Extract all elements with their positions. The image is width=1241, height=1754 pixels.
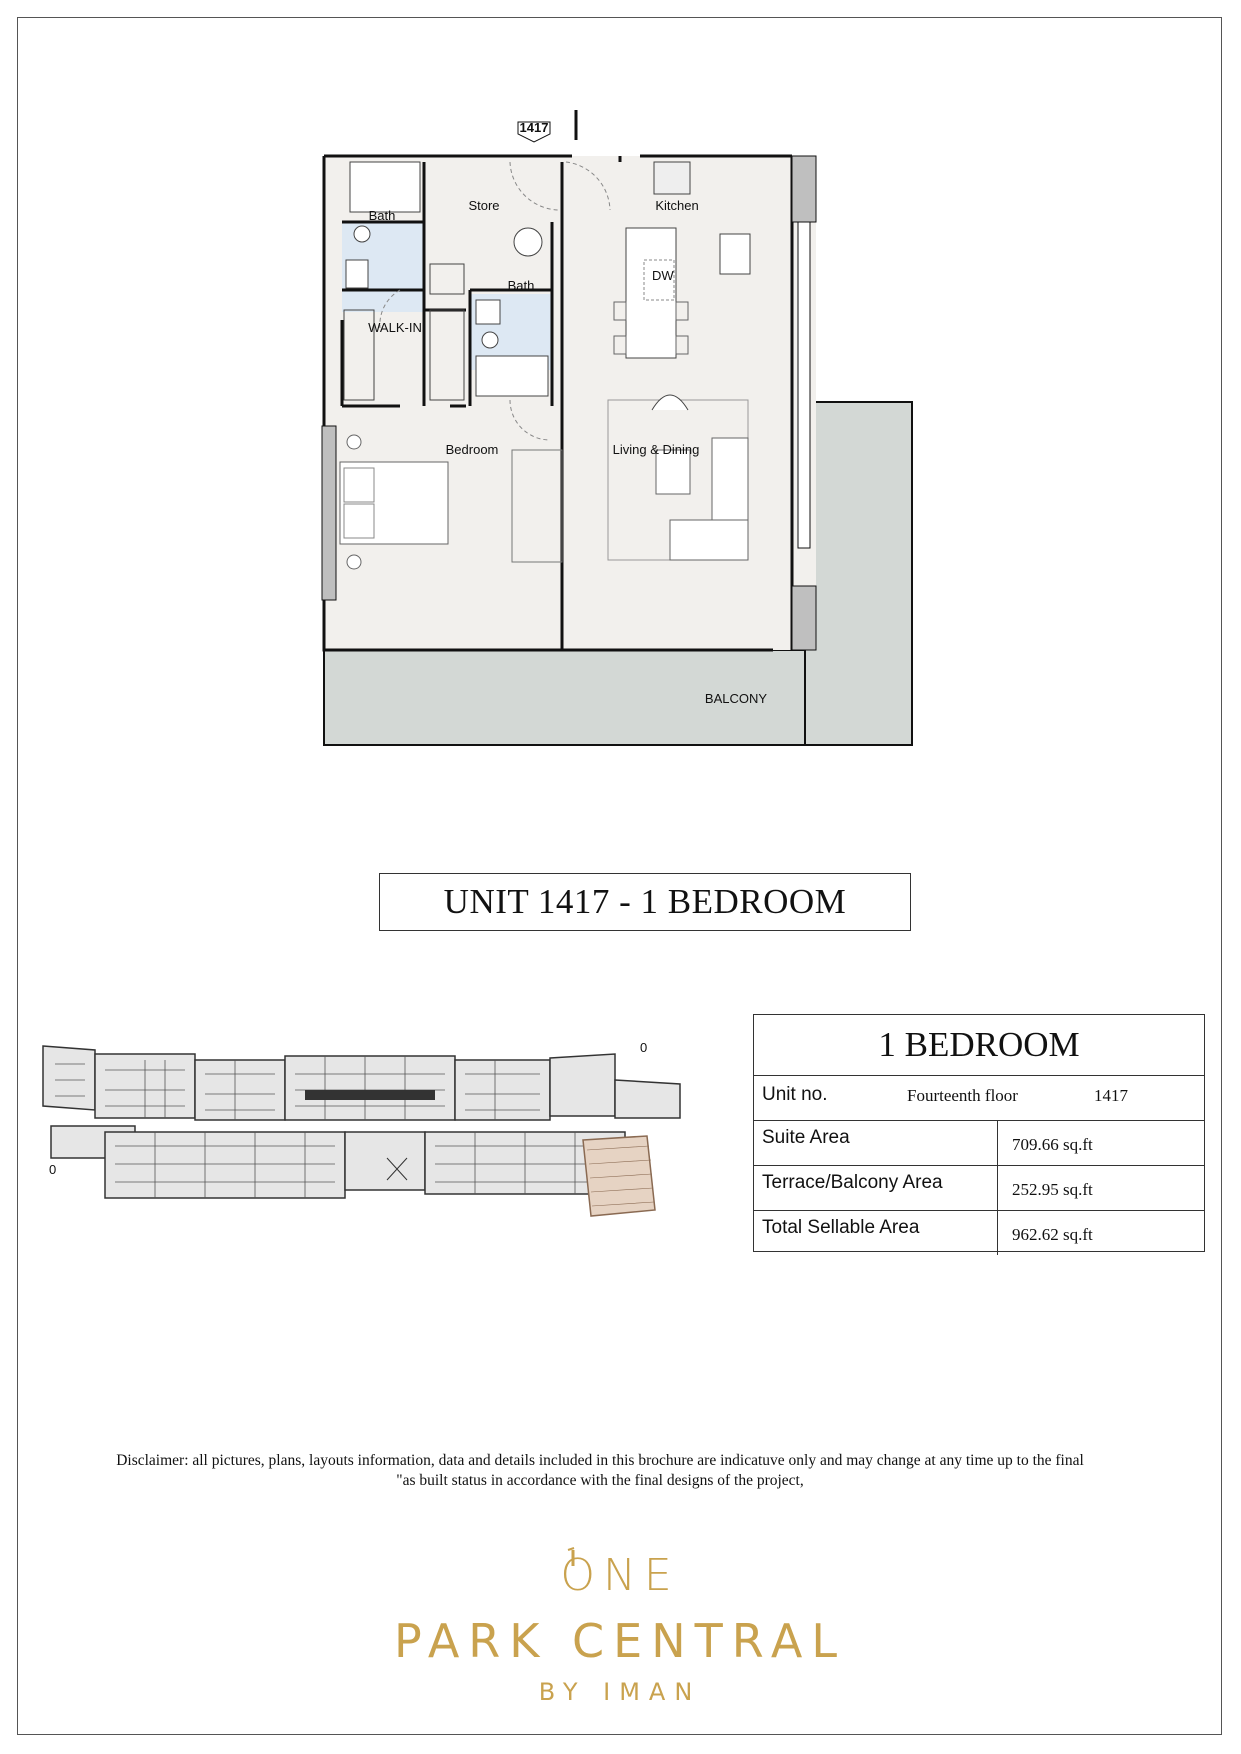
room-label-walk-in: WALK-IN [368,320,422,335]
store-appliance [514,228,542,256]
logo-line-1: ONE [560,1550,680,1601]
basin-2 [476,300,500,324]
kitchen-fridge [654,162,690,194]
floor-plan [300,110,940,760]
suite-area-value: 709.66 sq.ft [1012,1135,1093,1154]
bathtub-1 [350,162,420,212]
key-plan-drawing [35,1040,735,1230]
disclaimer-line-2: "as built status in accordance with the final designs of the project, [396,1472,804,1489]
room-label-balcony: BALCONY [704,691,768,706]
key-plan-marker-right: 0 [640,1040,648,1055]
key-plan-marker-left: 0 [49,1162,57,1177]
lamp [347,555,361,569]
unit-tag-label: 1417 [519,120,549,135]
key-plan [35,1040,735,1230]
disclaimer-line-1: Disclaimer: all pictures, plans, layouts information, data and details included in this brochure are indicatuve only and may change at any time up to the final [116,1452,1084,1469]
suite-area-label: Suite Area [754,1121,998,1165]
logo-line-2: PARK CENTRAL [394,1614,846,1668]
room-label-kitchen: Kitchen [655,198,699,213]
table-row [754,1121,1204,1166]
balcony-side [805,402,912,745]
floor-plan-drawing [300,110,940,760]
wc-1 [354,226,370,242]
table-row [754,1211,1204,1255]
floor-value: Fourteenth floor [907,1086,1018,1105]
wc-2 [482,332,498,348]
column-left [322,426,336,600]
spec-table [753,1014,1205,1252]
spec-heading: 1 BEDROOM [754,1015,1204,1076]
total-area-value: 962.62 sq.ft [1012,1225,1093,1244]
bed [340,462,448,544]
room-label-bedroom: Bedroom [445,442,499,457]
lamp [347,435,361,449]
total-area-label: Total Sellable Area [754,1211,998,1255]
logo [360,1530,880,1710]
balcony-area-value: 252.95 sq.ft [1012,1180,1093,1199]
unit-no-label: Unit no. [762,1084,828,1105]
logo-one-mark [540,1550,700,1605]
unit-title: UNIT 1417 - 1 BEDROOM [379,873,911,931]
unit-no-value: 1417 [1094,1086,1128,1105]
right-glazing [798,222,810,548]
hob [720,234,750,274]
column-bottom [792,586,816,650]
balcony-area-label: Terrace/Balcony Area [754,1166,998,1210]
unit-no-row [754,1076,1204,1121]
basin-1 [346,260,368,288]
bathtub-2 [476,356,548,396]
kitchen-island [626,228,676,358]
table-row [754,1166,1204,1211]
room-label-store: Store [468,198,500,213]
room-label-bath-2: Bath [507,278,535,293]
logo-line-3: BY IMAN [538,1678,702,1706]
room-label-living-dining: Living & Dining [612,442,700,457]
dw-label: DW [652,268,674,283]
column-top [792,156,816,222]
room-label-bath-1: Bath [368,208,396,223]
sofa-chaise [670,520,748,560]
disclaimer [60,1451,1140,1491]
